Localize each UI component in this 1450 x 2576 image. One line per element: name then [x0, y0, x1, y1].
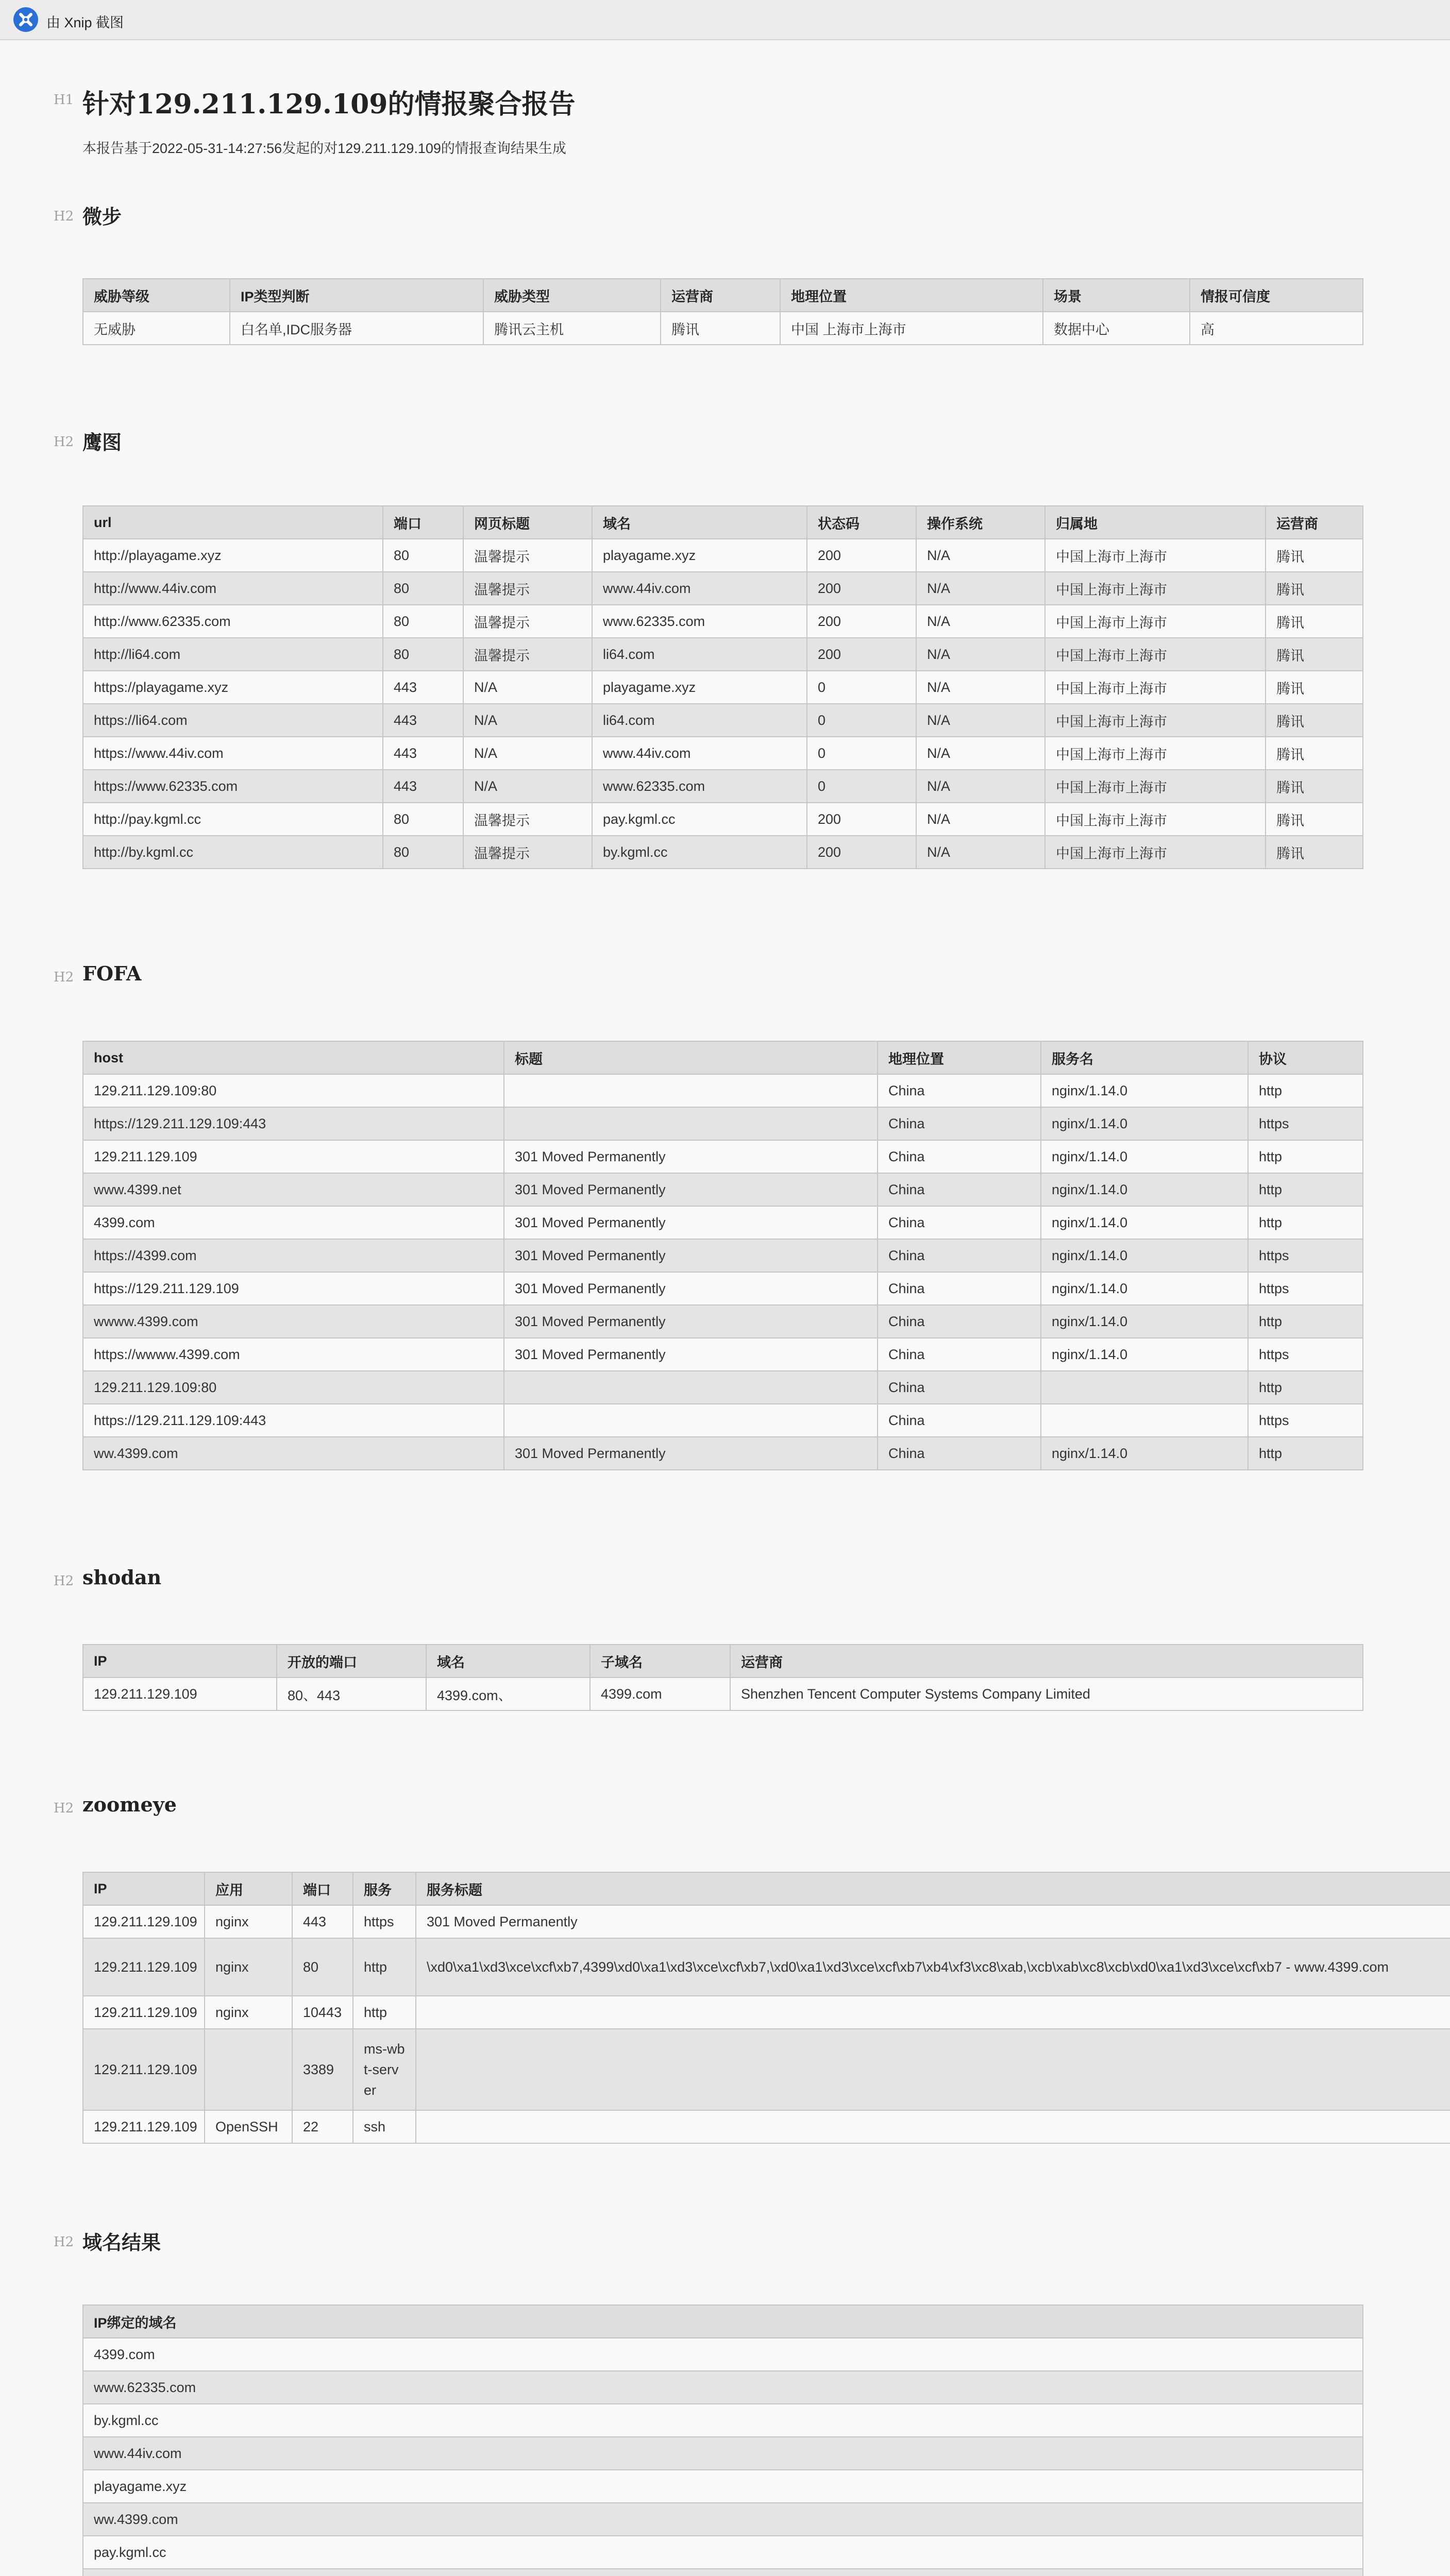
table-cell: https://4399.com	[83, 1239, 504, 1272]
table-cell: 4399.com	[83, 1206, 504, 1239]
table-row	[83, 671, 1363, 704]
h2-marker: H2	[54, 209, 74, 224]
table-row	[83, 2338, 1363, 2371]
table-row	[83, 1996, 1450, 2029]
table-header-row	[83, 1645, 1363, 1677]
table-cell: 129.211.129.109:80	[83, 1371, 504, 1404]
table-cell: N/A	[916, 638, 1045, 671]
h2-marker: H2	[54, 434, 74, 450]
table-cell: 10443	[292, 1996, 353, 2029]
report-subtitle: 本报告基于2022-05-31-14:27:56发起的对129.211.129.109的情报查询结果生成	[82, 141, 566, 156]
table-row	[83, 312, 1363, 345]
shodan-table	[82, 1644, 1363, 1711]
table-cell: https	[1248, 1272, 1363, 1305]
table-cell: 腾讯云主机	[483, 312, 661, 345]
section-title-yingtu: 鹰图	[82, 431, 122, 454]
table-cell: https://wwww.4399.com	[83, 1338, 504, 1371]
table-cell: 129.211.129.109	[83, 2029, 205, 2110]
table-cell: 200	[807, 803, 916, 836]
table-cell: 0	[807, 770, 916, 803]
table-cell: 443	[383, 737, 463, 770]
table-cell: 200	[807, 572, 916, 605]
table-cell: \xd0\xa1\xd3\xce\xcf\xb7,4399\xd0\xa1\xd3\xce\xcf\xb7,\xd0\xa1\xd3\xce\xcf\xb7\xb4\xf3\xc8\xab,\xcb\xab\xc8\xcb\xd0\xa1\xd3\xce\xcf\xb7 - www.4399.com	[416, 1938, 1450, 1996]
table-cell	[504, 1107, 878, 1140]
table-cell: 腾讯	[1266, 539, 1363, 572]
column-header: IP类型判断	[230, 279, 483, 312]
table-cell: http	[1248, 1437, 1363, 1470]
table-cell: 200	[807, 605, 916, 638]
column-header: 归属地	[1045, 506, 1266, 539]
table-cell: N/A	[463, 704, 592, 737]
table-cell: https	[1248, 1107, 1363, 1140]
table-cell: China	[878, 1371, 1041, 1404]
table-cell: www.62335.com	[83, 2371, 1363, 2404]
table-cell: playagame.xyz	[83, 2470, 1363, 2503]
table-cell: www.4399.net	[83, 1173, 504, 1206]
table-cell: 200	[807, 539, 916, 572]
table-cell: https://129.211.129.109	[83, 1272, 504, 1305]
table-cell: 中国上海市上海市	[1045, 704, 1266, 737]
table-row	[83, 2437, 1363, 2470]
table-cell: 80	[383, 803, 463, 836]
table-cell	[504, 1371, 878, 1404]
table-cell: OpenSSH	[205, 2110, 292, 2143]
table-cell: 129.211.129.109	[83, 2110, 205, 2143]
table-cell: www.62335.com	[592, 770, 807, 803]
weibu-table	[82, 278, 1363, 345]
table-cell: 白名单,IDC服务器	[230, 312, 483, 345]
table-cell: N/A	[916, 539, 1045, 572]
table-row	[83, 737, 1363, 770]
table-cell: N/A	[916, 704, 1045, 737]
table-cell: 129.211.129.109	[83, 1677, 277, 1710]
table-cell: wwww.4399.com	[83, 1305, 504, 1338]
table-cell: China	[878, 1074, 1041, 1107]
table-cell: China	[878, 1239, 1041, 1272]
table-cell: 3389	[292, 2029, 353, 2110]
table-cell: 22	[292, 2110, 353, 2143]
table-row	[83, 1437, 1363, 1470]
table-cell: 温馨提示	[463, 803, 592, 836]
table-cell: https	[353, 1905, 416, 1938]
table-cell: https://playagame.xyz	[83, 671, 383, 704]
table-cell: 中国上海市上海市	[1045, 803, 1266, 836]
table-row	[83, 2371, 1363, 2404]
table-cell: 301 Moved Permanently	[504, 1173, 878, 1206]
table-cell: 中国上海市上海市	[1045, 539, 1266, 572]
table-cell: 80	[383, 539, 463, 572]
table-row	[83, 638, 1363, 671]
table-cell: http://li64.com	[83, 638, 383, 671]
table-cell: China	[878, 1107, 1041, 1140]
table-cell: N/A	[463, 737, 592, 770]
table-cell: http	[1248, 1140, 1363, 1173]
table-cell: N/A	[916, 737, 1045, 770]
table-cell: nginx	[205, 1938, 292, 1996]
table-cell: 腾讯	[1266, 836, 1363, 869]
column-header: 地理位置	[780, 279, 1043, 312]
table-row	[83, 1677, 1363, 1710]
column-header: 运营商	[1266, 506, 1363, 539]
table-row	[83, 1140, 1363, 1173]
table-cell: China	[878, 1173, 1041, 1206]
table-header-row	[83, 1872, 1450, 1905]
table-row	[83, 2536, 1363, 2569]
table-row	[83, 1371, 1363, 1404]
table-cell: playagame.xyz	[592, 539, 807, 572]
table-cell	[83, 2569, 1363, 2576]
section-title-shodan: shodan	[82, 1566, 162, 1589]
table-cell: 80	[383, 836, 463, 869]
table-row	[83, 1107, 1363, 1140]
table-cell: https://129.211.129.109:443	[83, 1107, 504, 1140]
table-row	[83, 770, 1363, 803]
table-cell: ww.4399.com	[83, 2503, 1363, 2536]
app-title: 由 Xnip 截图	[46, 15, 124, 30]
column-header: 状态码	[807, 506, 916, 539]
table-cell: 腾讯	[1266, 704, 1363, 737]
table-cell: 301 Moved Permanently	[504, 1239, 878, 1272]
column-header: 运营商	[730, 1645, 1363, 1677]
table-cell: nginx	[205, 1996, 292, 2029]
table-cell: 0	[807, 704, 916, 737]
table-cell: ww.4399.com	[83, 1437, 504, 1470]
table-cell: N/A	[916, 572, 1045, 605]
column-header: IP	[83, 1872, 205, 1905]
table-cell	[1041, 1371, 1248, 1404]
table-cell: 4399.com、	[426, 1677, 590, 1710]
table-row	[83, 1206, 1363, 1239]
table-cell: 443	[383, 770, 463, 803]
table-cell: http://pay.kgml.cc	[83, 803, 383, 836]
table-cell: http	[1248, 1305, 1363, 1338]
table-cell: 129.211.129.109	[83, 1140, 504, 1173]
section-title-fofa: FOFA	[82, 962, 142, 985]
table-row	[83, 605, 1363, 638]
table-cell: 443	[383, 704, 463, 737]
table-cell: 200	[807, 638, 916, 671]
table-cell: 温馨提示	[463, 572, 592, 605]
column-header: 服务名	[1041, 1041, 1248, 1074]
column-header: 开放的端口	[277, 1645, 426, 1677]
table-cell: pay.kgml.cc	[83, 2536, 1363, 2569]
table-cell: https://li64.com	[83, 704, 383, 737]
table-cell	[504, 1074, 878, 1107]
column-header: IP	[83, 1645, 277, 1677]
table-cell: 200	[807, 836, 916, 869]
table-cell: 温馨提示	[463, 638, 592, 671]
table-row	[83, 572, 1363, 605]
column-header: 域名	[426, 1645, 590, 1677]
table-cell: 腾讯	[1266, 605, 1363, 638]
table-cell: www.44iv.com	[592, 572, 807, 605]
column-header: 端口	[383, 506, 463, 539]
table-cell: 腾讯	[1266, 638, 1363, 671]
column-header: 子域名	[590, 1645, 730, 1677]
column-header: 威胁等级	[83, 279, 230, 312]
column-header: host	[83, 1041, 504, 1074]
table-cell: 温馨提示	[463, 836, 592, 869]
table-cell: 温馨提示	[463, 605, 592, 638]
table-cell: 腾讯	[661, 312, 780, 345]
table-cell: 301 Moved Permanently	[416, 1905, 1450, 1938]
column-header: 情报可信度	[1190, 279, 1363, 312]
table-row	[83, 1173, 1363, 1206]
table-cell: China	[878, 1140, 1041, 1173]
table-cell: https	[1248, 1338, 1363, 1371]
table-cell: 腾讯	[1266, 770, 1363, 803]
fofa-table	[82, 1041, 1363, 1470]
table-cell: http	[353, 1996, 416, 2029]
table-cell: 80、443	[277, 1677, 426, 1710]
table-cell: http://by.kgml.cc	[83, 836, 383, 869]
table-cell: 无威胁	[83, 312, 230, 345]
column-header: 场景	[1043, 279, 1190, 312]
h2-marker: H2	[54, 1573, 74, 1589]
table-cell: www.62335.com	[592, 605, 807, 638]
table-row	[83, 1239, 1363, 1272]
table-cell: 129.211.129.109:80	[83, 1074, 504, 1107]
h1-marker: H1	[54, 92, 74, 108]
table-cell: 301 Moved Permanently	[504, 1206, 878, 1239]
table-cell	[416, 2029, 1450, 2110]
table-cell: 数据中心	[1043, 312, 1190, 345]
table-cell: nginx/1.14.0	[1041, 1107, 1248, 1140]
column-header: 服务	[353, 1872, 416, 1905]
domains-table	[82, 2304, 1363, 2576]
h2-marker: H2	[54, 970, 74, 985]
table-cell: 80	[383, 605, 463, 638]
section-title-domains: 域名结果	[82, 2231, 161, 2254]
table-cell: https	[1248, 1404, 1363, 1437]
table-cell: https://www.44iv.com	[83, 737, 383, 770]
table-row	[83, 704, 1363, 737]
table-cell: https://129.211.129.109:443	[83, 1404, 504, 1437]
table-cell: China	[878, 1305, 1041, 1338]
table-cell: nginx	[205, 1905, 292, 1938]
table-cell: nginx/1.14.0	[1041, 1074, 1248, 1107]
table-cell: http	[1248, 1074, 1363, 1107]
table-cell: Shenzhen Tencent Computer Systems Company Limited	[730, 1677, 1363, 1710]
table-cell	[1041, 1404, 1248, 1437]
table-row	[83, 1404, 1363, 1437]
table-cell	[416, 1996, 1450, 2029]
table-cell: ms-wbt-server	[353, 2029, 416, 2110]
column-header: 威胁类型	[483, 279, 661, 312]
table-cell: 443	[383, 671, 463, 704]
table-cell: 中国 上海市上海市	[780, 312, 1043, 345]
table-cell: 腾讯	[1266, 572, 1363, 605]
table-cell: 443	[292, 1905, 353, 1938]
table-cell	[205, 2029, 292, 2110]
column-header: 端口	[292, 1872, 353, 1905]
table-cell: N/A	[463, 671, 592, 704]
table-header-row	[83, 279, 1363, 312]
table-cell: 0	[807, 737, 916, 770]
table-cell: nginx/1.14.0	[1041, 1140, 1248, 1173]
column-header: 域名	[592, 506, 807, 539]
zoomeye-table	[82, 1872, 1450, 2144]
table-row	[83, 1905, 1450, 1938]
table-cell: China	[878, 1404, 1041, 1437]
table-cell: 4399.com	[590, 1677, 730, 1710]
table-cell: by.kgml.cc	[83, 2404, 1363, 2437]
table-cell: http://www.44iv.com	[83, 572, 383, 605]
table-row	[83, 2569, 1363, 2576]
table-cell: 中国上海市上海市	[1045, 605, 1266, 638]
table-cell: 129.211.129.109	[83, 1905, 205, 1938]
table-row	[83, 2404, 1363, 2437]
table-cell: li64.com	[592, 638, 807, 671]
table-row	[83, 2470, 1363, 2503]
table-cell: 301 Moved Permanently	[504, 1140, 878, 1173]
column-header: 应用	[205, 1872, 292, 1905]
table-cell: http://playagame.xyz	[83, 539, 383, 572]
table-cell: http	[1248, 1206, 1363, 1239]
table-cell	[416, 2110, 1450, 2143]
table-cell: 腾讯	[1266, 671, 1363, 704]
table-cell	[504, 1404, 878, 1437]
table-cell: N/A	[916, 770, 1045, 803]
table-cell: www.44iv.com	[592, 737, 807, 770]
table-cell: li64.com	[592, 704, 807, 737]
column-header: IP绑定的域名	[83, 2305, 1363, 2338]
table-cell: nginx/1.14.0	[1041, 1239, 1248, 1272]
table-cell: nginx/1.14.0	[1041, 1338, 1248, 1371]
table-row	[83, 803, 1363, 836]
page-title: 针对129.211.129.109的情报聚合报告	[82, 89, 576, 120]
table-cell: China	[878, 1437, 1041, 1470]
table-cell: 4399.com	[83, 2338, 1363, 2371]
table-cell: N/A	[916, 671, 1045, 704]
table-cell: 腾讯	[1266, 803, 1363, 836]
table-cell: by.kgml.cc	[592, 836, 807, 869]
table-cell: 0	[807, 671, 916, 704]
table-cell: http://www.62335.com	[83, 605, 383, 638]
table-cell: 中国上海市上海市	[1045, 638, 1266, 671]
table-cell: 301 Moved Permanently	[504, 1338, 878, 1371]
table-cell: 80	[292, 1938, 353, 1996]
capture-title-bar	[0, 0, 1450, 40]
table-cell: ssh	[353, 2110, 416, 2143]
column-header: 操作系统	[916, 506, 1045, 539]
column-header: 网页标题	[463, 506, 592, 539]
section-title-weibu: 微步	[82, 205, 122, 228]
table-cell: nginx/1.14.0	[1041, 1173, 1248, 1206]
table-row	[83, 836, 1363, 869]
h2-marker: H2	[54, 2234, 74, 2250]
table-cell: nginx/1.14.0	[1041, 1272, 1248, 1305]
table-cell: 301 Moved Permanently	[504, 1437, 878, 1470]
table-cell: http	[353, 1938, 416, 1996]
table-cell: nginx/1.14.0	[1041, 1437, 1248, 1470]
table-cell: N/A	[916, 836, 1045, 869]
column-header: 运营商	[661, 279, 780, 312]
table-cell: https	[1248, 1239, 1363, 1272]
table-cell: 腾讯	[1266, 737, 1363, 770]
table-cell: 中国上海市上海市	[1045, 836, 1266, 869]
table-cell: nginx/1.14.0	[1041, 1305, 1248, 1338]
table-cell: 129.211.129.109	[83, 1996, 205, 2029]
table-cell: www.44iv.com	[83, 2437, 1363, 2470]
table-header-row	[83, 1041, 1363, 1074]
yingtu-table	[82, 505, 1363, 869]
table-header-row	[83, 506, 1363, 539]
table-cell: N/A	[916, 803, 1045, 836]
table-row	[83, 1074, 1363, 1107]
table-cell: pay.kgml.cc	[592, 803, 807, 836]
table-cell: N/A	[463, 770, 592, 803]
column-header: 标题	[504, 1041, 878, 1074]
table-cell: 温馨提示	[463, 539, 592, 572]
table-row	[83, 2503, 1363, 2536]
table-row	[83, 1305, 1363, 1338]
table-cell: 中国上海市上海市	[1045, 737, 1266, 770]
h2-marker: H2	[54, 1801, 74, 1816]
table-row	[83, 2110, 1450, 2143]
table-row	[83, 1938, 1450, 1996]
table-cell: 中国上海市上海市	[1045, 770, 1266, 803]
table-row	[83, 539, 1363, 572]
table-cell: China	[878, 1206, 1041, 1239]
section-title-zoomeye: zoomeye	[82, 1793, 177, 1816]
table-row	[83, 2029, 1450, 2110]
column-header: url	[83, 506, 383, 539]
table-cell: 80	[383, 638, 463, 671]
table-cell: 301 Moved Permanently	[504, 1305, 878, 1338]
table-cell: China	[878, 1338, 1041, 1371]
table-cell: playagame.xyz	[592, 671, 807, 704]
table-cell: 中国上海市上海市	[1045, 572, 1266, 605]
table-cell: http	[1248, 1371, 1363, 1404]
table-cell: 129.211.129.109	[83, 1938, 205, 1996]
table-cell: http	[1248, 1173, 1363, 1206]
table-cell: nginx/1.14.0	[1041, 1206, 1248, 1239]
xnip-logo-icon	[13, 7, 38, 32]
column-header: 服务标题	[416, 1872, 1450, 1905]
table-row	[83, 1272, 1363, 1305]
table-header-row	[83, 2305, 1363, 2338]
table-cell: 301 Moved Permanently	[504, 1272, 878, 1305]
table-cell: 高	[1190, 312, 1363, 345]
table-cell: N/A	[916, 605, 1045, 638]
table-row	[83, 1338, 1363, 1371]
table-cell: 80	[383, 572, 463, 605]
column-header: 协议	[1248, 1041, 1363, 1074]
column-header: 地理位置	[878, 1041, 1041, 1074]
table-cell: https://www.62335.com	[83, 770, 383, 803]
table-cell: China	[878, 1272, 1041, 1305]
table-cell: 中国上海市上海市	[1045, 671, 1266, 704]
